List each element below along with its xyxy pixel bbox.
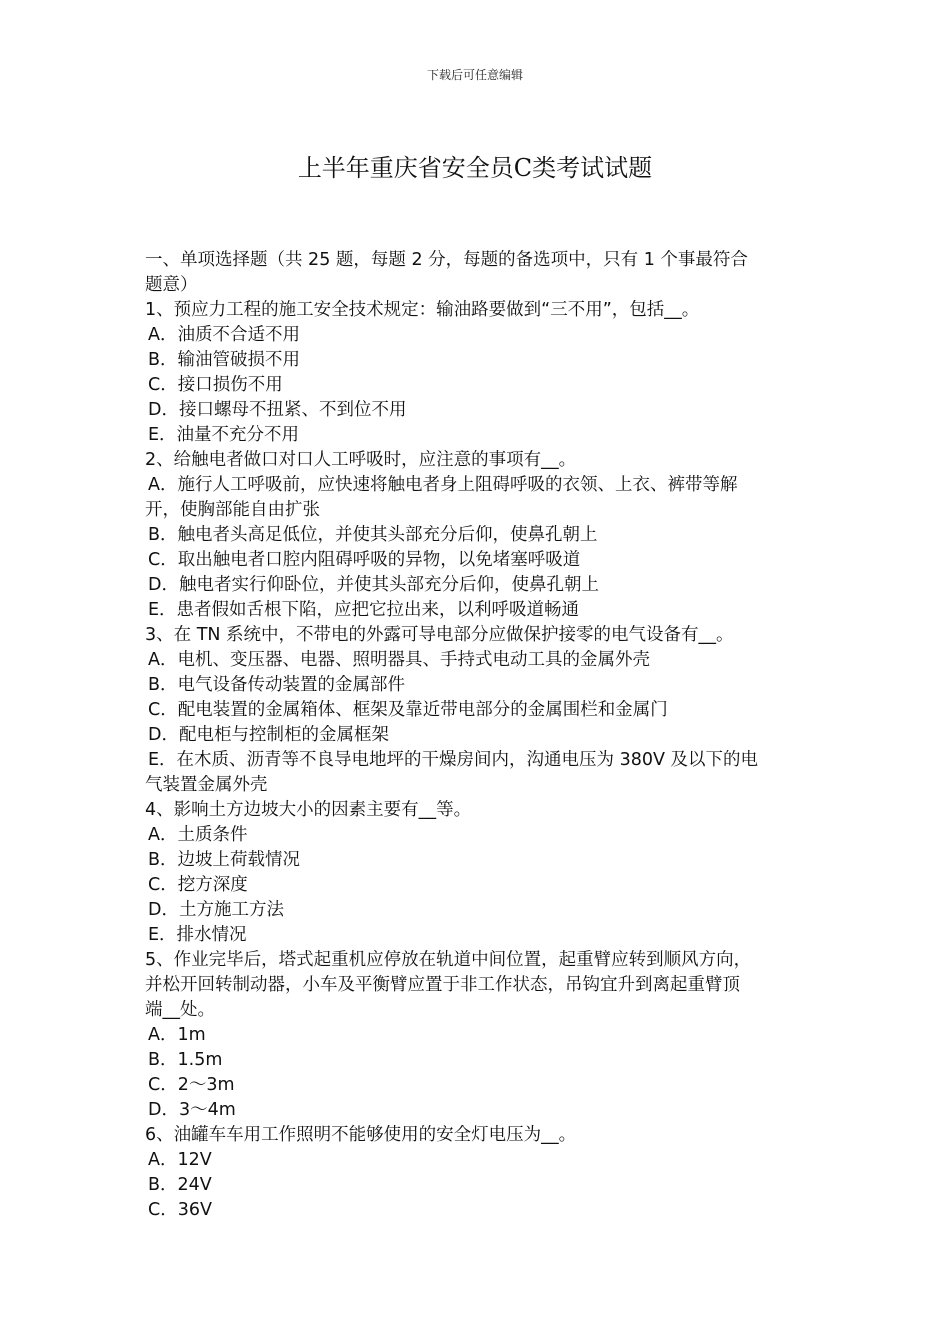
answer-option	[145, 398, 810, 423]
answer-option-line: B．触电者头高足低位，并使其头部充分后仰，使鼻孔朝上	[148, 525, 598, 545]
answer-option-line: B．1.5m	[148, 1050, 223, 1070]
answer-option	[145, 323, 810, 348]
answer-option-line: B．电气设备传动装置的金属部件	[148, 675, 406, 695]
answer-option	[145, 823, 810, 848]
question-stem-line: 4、影响土方边坡大小的因素主要有__等。	[145, 800, 472, 820]
answer-option-line: 开，使胸部能自由扩张	[145, 500, 320, 520]
section-heading-line: 一、单项选择题（共 25 题，每题 2 分，每题的备选项中，只有 1 个事最符合	[145, 250, 748, 270]
answer-option	[145, 473, 810, 523]
answer-option	[145, 1173, 810, 1198]
answer-option	[145, 573, 810, 598]
answer-option-line: E．油量不充分不用	[148, 425, 300, 445]
answer-option	[145, 548, 810, 573]
question	[145, 948, 810, 1123]
question	[145, 298, 810, 448]
answer-option-line: C．挖方深度	[148, 875, 248, 895]
answer-option	[145, 673, 810, 698]
answer-option	[145, 423, 810, 448]
answer-option	[145, 723, 810, 748]
question-stem-line: 5、作业完毕后，塔式起重机应停放在轨道中间位置，起重臂应转到顺风方向，	[145, 950, 752, 970]
answer-option-line: E．患者假如舌根下陷，应把它拉出来，以利呼吸道畅通	[148, 600, 580, 620]
answer-option	[145, 848, 810, 873]
page-header: 下载后可任意编辑	[426, 68, 523, 82]
question	[145, 1123, 810, 1223]
answer-option	[145, 1148, 810, 1173]
question-stem-line: 2、给触电者做口对口人工呼吸时，应注意的事项有__。	[145, 450, 577, 470]
question-stem-line: 端__处。	[145, 1000, 215, 1020]
answer-option	[145, 923, 810, 948]
answer-option-line: C．配电装置的金属箱体、框架及靠近带电部分的金属围栏和金属门	[148, 700, 668, 720]
answer-option-line: D．土方施工方法	[148, 900, 284, 920]
question	[145, 623, 810, 798]
answer-option	[145, 523, 810, 548]
answer-option	[145, 1023, 810, 1048]
question	[145, 448, 810, 623]
answer-option	[145, 598, 810, 623]
answer-option	[145, 348, 810, 373]
answer-option-line: A．油质不合适不用	[148, 325, 300, 345]
document-body	[145, 248, 810, 1223]
answer-option-line: D．3～4m	[148, 1100, 236, 1120]
answer-option-line: B．24V	[148, 1175, 212, 1195]
answer-option-line: E．排水情况	[148, 925, 247, 945]
answer-option-line: A．施行人工呼吸前，应快速将触电者身上阻碍呼吸的衣领、上衣、裤带等解	[148, 475, 738, 495]
answer-option	[145, 748, 810, 798]
answer-option	[145, 873, 810, 898]
answer-option-line: A．电机、变压器、电器、照明器具、手持式电动工具的金属外壳	[148, 650, 650, 670]
answer-option	[145, 1073, 810, 1098]
answer-option-line: D．配电柜与控制柜的金属框架	[148, 725, 389, 745]
answer-option-line: D．触电者实行仰卧位，并使其头部充分后仰，使鼻孔朝上	[148, 575, 599, 595]
answer-option-line: C．36V	[148, 1200, 212, 1220]
answer-option-line: A．1m	[148, 1025, 206, 1045]
document-title: 上半年重庆省安全员C类考试试题	[297, 154, 653, 182]
answer-option	[145, 1198, 810, 1223]
answer-option-line: A．土质条件	[148, 825, 248, 845]
answer-option	[145, 898, 810, 923]
question	[145, 798, 810, 948]
question-stem-line: 并松开回转制动器，小车及平衡臂应置于非工作状态，吊钩宜升到离起重臂顶	[145, 975, 740, 995]
question-stem-line: 1、预应力工程的施工安全技术规定：输油路要做到“三不用”，包括__。	[145, 300, 700, 320]
answer-option-line: C．取出触电者口腔内阻碍呼吸的异物，以免堵塞呼吸道	[148, 550, 581, 570]
answer-option	[145, 373, 810, 398]
question-stem-line: 3、在 TN 系统中，不带电的外露可导电部分应做保护接零的电气设备有__。	[145, 625, 734, 645]
answer-option-line: E．在木质、沥青等不良导电地坪的干燥房间内，沟通电压为 380V 及以下的电	[148, 750, 759, 770]
section-heading	[145, 248, 810, 298]
answer-option-line: D．接口螺母不扭紧、不到位不用	[148, 400, 407, 420]
answer-option-line: C．2～3m	[148, 1075, 235, 1095]
answer-option-line: C．接口损伤不用	[148, 375, 283, 395]
answer-option	[145, 698, 810, 723]
answer-option-line: B．输油管破损不用	[148, 350, 301, 370]
answer-option	[145, 648, 810, 673]
question-stem-line: 6、油罐车车用工作照明不能够使用的安全灯电压为__。	[145, 1125, 577, 1145]
answer-option	[145, 1048, 810, 1073]
answer-option-line: A．12V	[148, 1150, 212, 1170]
answer-option	[145, 1098, 810, 1123]
answer-option-line: 气装置金属外壳	[145, 775, 268, 795]
answer-option-line: B．边坡上荷载情况	[148, 850, 301, 870]
question-list	[145, 298, 810, 1223]
section-heading-line: 题意）	[145, 275, 198, 295]
